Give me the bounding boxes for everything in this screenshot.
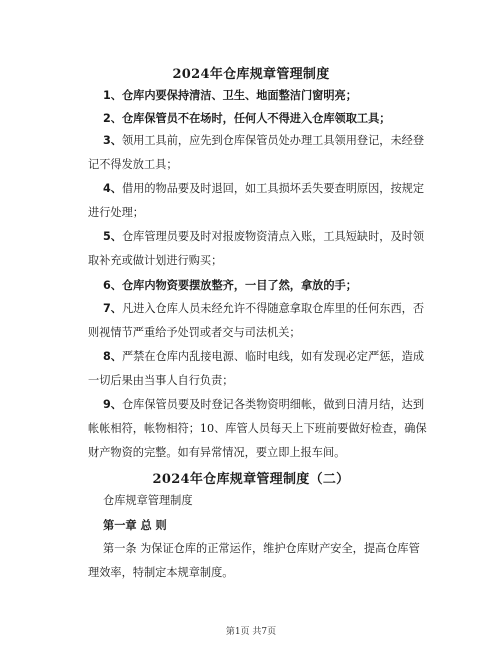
list-item-7 [103, 301, 424, 317]
item-number: 7、 [103, 302, 122, 315]
list-item-1 [103, 87, 357, 104]
item-text-line1: 领用工具前，应先到仓库保管员处办理工具领用登记，未经登 [121, 134, 425, 147]
item-number: 8、 [103, 350, 122, 363]
item-number: 1、 [103, 89, 122, 102]
section-title: 2024年仓库规章管理制度（二） [152, 472, 350, 487]
list-item-5 [103, 229, 424, 245]
list-item-6 [103, 277, 357, 294]
item-text-line1: 严禁在仓库内乱接电源、临时电线，如有发现必定严惩，造成 [121, 350, 425, 363]
item-text-line1: 借用的物品要及时退回，如工具损坏丢失要查明原因，按规定 [121, 182, 425, 195]
item-text-line1: 仓库管理员要及时对报废物资清点入账，工具短缺时，及时领 [121, 230, 425, 243]
list-item-3 [103, 133, 424, 149]
item-text-line2: 一切后果由当事人自行负责； [88, 374, 234, 387]
article-1-line2: 理效率，特制定本规章制度。 [88, 566, 234, 579]
item-text-line2: 进行处理； [88, 206, 144, 219]
item-text: 仓库保管员不在场时，任何人不得进入仓库领取工具； [121, 111, 391, 125]
item-number: 5、 [103, 230, 122, 243]
item-text-line2: 帐帐相符，帐物相符；10、库管人员每天上下班前要做好检查，确保 [88, 422, 427, 435]
item-text: 仓库内物资要摆放整齐，一目了然，拿放的手； [121, 278, 357, 292]
subtitle: 仓库规章管理制度 [103, 494, 193, 507]
item-text-line2: 则视情节严重给予处罚或者交与司法机关； [88, 326, 301, 339]
chapter-heading: 第一章 总 则 [103, 518, 167, 532]
article-1-line1: 第一条 为保证仓库的正常运作，维护仓库财产安全，提高仓库管 [103, 542, 420, 555]
list-item-8 [103, 349, 424, 365]
list-item-4 [103, 181, 424, 197]
item-text-line1: 凡进入仓库人员未经允许不得随意拿取仓库里的任何东西，否 [121, 302, 425, 315]
item-number: 3、 [103, 134, 122, 147]
item-text-line2: 取补充或做计划进行购买； [88, 254, 223, 267]
item-number: 2、 [103, 112, 122, 125]
item-number: 4、 [103, 182, 122, 195]
item-number: 6、 [103, 279, 122, 292]
item-text: 仓库内要保持清洁、卫生、地面整洁门窗明亮； [121, 88, 357, 102]
item-text-line1: 仓库保管员要及时登记各类物资明细帐，做到日清月结，达到 [121, 398, 425, 411]
page-footer: 第1页 共7页 [225, 627, 277, 637]
item-number: 9、 [103, 398, 122, 411]
item-text-line2: 记不得发放工具； [88, 158, 178, 171]
document-title: 2024年仓库规章管理制度 [172, 67, 330, 82]
list-item-2 [103, 110, 391, 127]
list-item-9 [103, 397, 424, 413]
item-text-line3: 财产物资的完整。如有异常情况，要立即上报车间。 [88, 446, 346, 459]
